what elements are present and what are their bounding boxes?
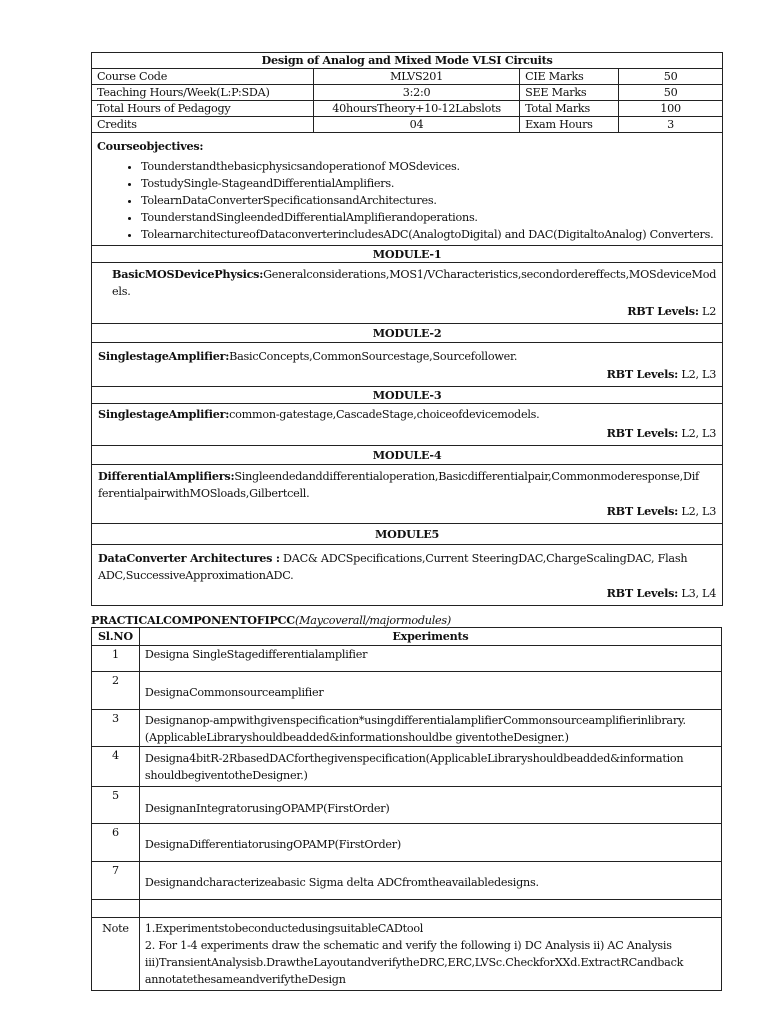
course-row bbox=[92, 101, 723, 117]
field-label: Exam Hours bbox=[520, 117, 619, 133]
module-topic: DataConverter Architectures : bbox=[98, 551, 280, 565]
note-label: Note bbox=[92, 918, 140, 991]
rbt-label: RBT Levels: bbox=[606, 504, 679, 518]
course-row bbox=[92, 117, 723, 133]
field-label: Course Code bbox=[92, 69, 314, 85]
module-text: Singleendedanddifferentialoperation,Basicdifferentialpair,Commonmoderesponse,Dif ferentialpairwithMOSloads,Gilbertcell. bbox=[98, 470, 699, 500]
module-topic: BasicMOSDevicePhysics: bbox=[112, 267, 264, 281]
module-text: Generalconsiderations,MOS1/VCharacteristics,secondordereffects,MOSdeviceMod els. bbox=[112, 268, 717, 298]
course-title: Design of Analog and Mixed Mode VLSI Circuits bbox=[92, 53, 723, 69]
course-row bbox=[92, 69, 723, 85]
table-header-row bbox=[92, 628, 722, 646]
field-label: Credits bbox=[92, 117, 314, 133]
field-label: Teaching Hours/Week(L:P:SDA) bbox=[92, 85, 314, 101]
empty-cell bbox=[92, 900, 140, 918]
table-row-empty bbox=[92, 900, 722, 918]
rbt-label: RBT Levels: bbox=[606, 426, 679, 440]
rbt-levels bbox=[98, 365, 716, 384]
module-heading: MODULE-1 bbox=[92, 246, 723, 263]
objective-item: • TostudySingle-StageandDifferentialAmplifiers. bbox=[141, 175, 717, 192]
note-line-1: 1.ExperimentstobeconductedusingsuitableCADtool bbox=[144, 922, 424, 935]
rbt-label: RBT Levels: bbox=[606, 586, 679, 600]
field-label: Total Hours of Pedagogy bbox=[92, 101, 314, 117]
field-value: MLVS201 bbox=[314, 69, 520, 85]
note-line-2: 2. For 1-4 experiments draw the schematic and verify the following i) DC Analysis ii) AC Analysis iii)TransientAnalysisb.DrawtheLayoutandverifytheDRC,ERC,LVSc.CheckforXXd.ExtractRCandback annotatethesameandverifytheDesign bbox=[144, 939, 684, 986]
module-description bbox=[98, 550, 716, 584]
rbt-label: RBT Levels: bbox=[627, 304, 699, 318]
table-row bbox=[92, 710, 722, 747]
field-value: 100 bbox=[619, 101, 723, 117]
module-heading: MODULE-3 bbox=[92, 387, 723, 404]
field-label: CIE Marks bbox=[520, 69, 619, 85]
module-heading: MODULE-2 bbox=[92, 324, 723, 343]
module-content bbox=[92, 263, 723, 324]
course-objectives bbox=[92, 133, 723, 246]
module-content bbox=[92, 343, 723, 387]
experiment-number: 1 bbox=[92, 646, 140, 672]
objective-item: • TounderstandSingleendedDifferentialAmplifierandoperations. bbox=[141, 209, 717, 226]
module-text: common-gatestage,CascadeStage,choiceofdevicemodels. bbox=[229, 408, 540, 421]
objective-item: • TolearnarchitectureofDataconverterincludesADC(AnalogtoDigital) and DAC(DigitaltoAnalog) Converters. bbox=[141, 226, 717, 243]
column-header-slno: Sl.NO bbox=[92, 628, 140, 646]
rbt-value: L2, L3 bbox=[681, 505, 717, 518]
table-row bbox=[92, 862, 722, 900]
field-value: 3:2:0 bbox=[314, 85, 520, 101]
module-text: DAC& ADCSpecifications,Current SteeringDAC,ChargeScalingDAC, Flash ADC,SuccessiveApproximationADC. bbox=[98, 552, 688, 582]
module-text: BasicConcepts,CommonSourcestage,Sourcefollower. bbox=[229, 350, 518, 363]
module-topic: DifferentialAmplifiers: bbox=[98, 469, 235, 483]
experiment-text: DesignanIntegratorusingOPAMP(FirstOrder) bbox=[139, 787, 721, 824]
practical-section-title bbox=[91, 613, 451, 627]
experiment-number: 3 bbox=[92, 710, 140, 747]
module-description bbox=[98, 348, 716, 365]
rbt-levels bbox=[98, 424, 716, 443]
note-content bbox=[139, 918, 721, 991]
experiment-number: 2 bbox=[92, 672, 140, 710]
experiment-text: DesignaDifferentiatorusingOPAMP(FirstOrder) bbox=[139, 824, 721, 862]
table-row bbox=[92, 672, 722, 710]
objectives-heading: Courseobjectives: bbox=[97, 139, 204, 153]
module-description bbox=[98, 406, 716, 423]
experiment-text: Designa SingleStagedifferentialamplifier bbox=[139, 646, 721, 672]
module-description bbox=[112, 266, 716, 300]
field-value: 3 bbox=[619, 117, 723, 133]
experiment-text: Designa4bitR-2RbasedDACforthegivenspecification(ApplicableLibraryshouldbeadded&information shouldbegiventotheDesigner.) bbox=[139, 747, 721, 787]
course-row bbox=[92, 85, 723, 101]
experiment-number: 5 bbox=[92, 787, 140, 824]
experiment-number: 4 bbox=[92, 747, 140, 787]
experiment-number: 6 bbox=[92, 824, 140, 862]
rbt-levels bbox=[98, 584, 716, 603]
objective-item: • Tounderstandthebasicphysicsandoperationof MOSdevices. bbox=[141, 158, 717, 175]
objectives-list bbox=[97, 158, 717, 243]
rbt-levels bbox=[98, 502, 716, 521]
module-heading: MODULE-4 bbox=[92, 446, 723, 465]
experiment-text: DesignaCommonsourceamplifier bbox=[139, 672, 721, 710]
practical-title: PRACTICALCOMPONENTOFIPCC bbox=[91, 613, 295, 627]
module-description bbox=[98, 468, 716, 502]
module-topic: SinglestageAmplifier: bbox=[98, 349, 230, 363]
rbt-value: L2, L3 bbox=[681, 427, 717, 440]
field-label: Total Marks bbox=[520, 101, 619, 117]
column-header-experiments: Experiments bbox=[139, 628, 721, 646]
field-label: SEE Marks bbox=[520, 85, 619, 101]
experiment-text: Designanop-ampwithgivenspecification*usingdifferentialamplifierCommonsourceamplifierinlibrary. (ApplicableLibraryshouldbeadded&informationshouldbe giventotheDesigner.) bbox=[139, 710, 721, 747]
field-value: 50 bbox=[619, 85, 723, 101]
experiment-number: 7 bbox=[92, 862, 140, 900]
objective-item: • TolearnDataConverterSpecificationsandArchitectures. bbox=[141, 192, 717, 209]
module-content bbox=[92, 404, 723, 446]
empty-cell bbox=[139, 900, 721, 918]
field-value: 40hoursTheory+10-12Labslots bbox=[314, 101, 520, 117]
field-value: 50 bbox=[619, 69, 723, 85]
practical-subtitle: (Maycoverall/majormodules) bbox=[294, 614, 451, 627]
module-content bbox=[92, 545, 723, 606]
module-heading: MODULE5 bbox=[92, 524, 723, 545]
module-topic: SinglestageAmplifier: bbox=[98, 407, 230, 421]
table-row bbox=[92, 787, 722, 824]
rbt-value: L2 bbox=[702, 305, 717, 318]
rbt-levels bbox=[112, 302, 716, 321]
table-row bbox=[92, 747, 722, 787]
rbt-label: RBT Levels: bbox=[606, 367, 679, 381]
module-content bbox=[92, 465, 723, 524]
experiment-text: Designandcharacterizeabasic Sigma delta ADCfromtheavailabledesigns. bbox=[139, 862, 721, 900]
table-row bbox=[92, 824, 722, 862]
rbt-value: L2, L3 bbox=[681, 368, 717, 381]
field-value: 04 bbox=[314, 117, 520, 133]
course-details-table bbox=[91, 52, 723, 606]
experiments-table bbox=[91, 627, 722, 991]
rbt-value: L3, L4 bbox=[681, 587, 717, 600]
table-row bbox=[92, 646, 722, 672]
note-row bbox=[92, 918, 722, 991]
